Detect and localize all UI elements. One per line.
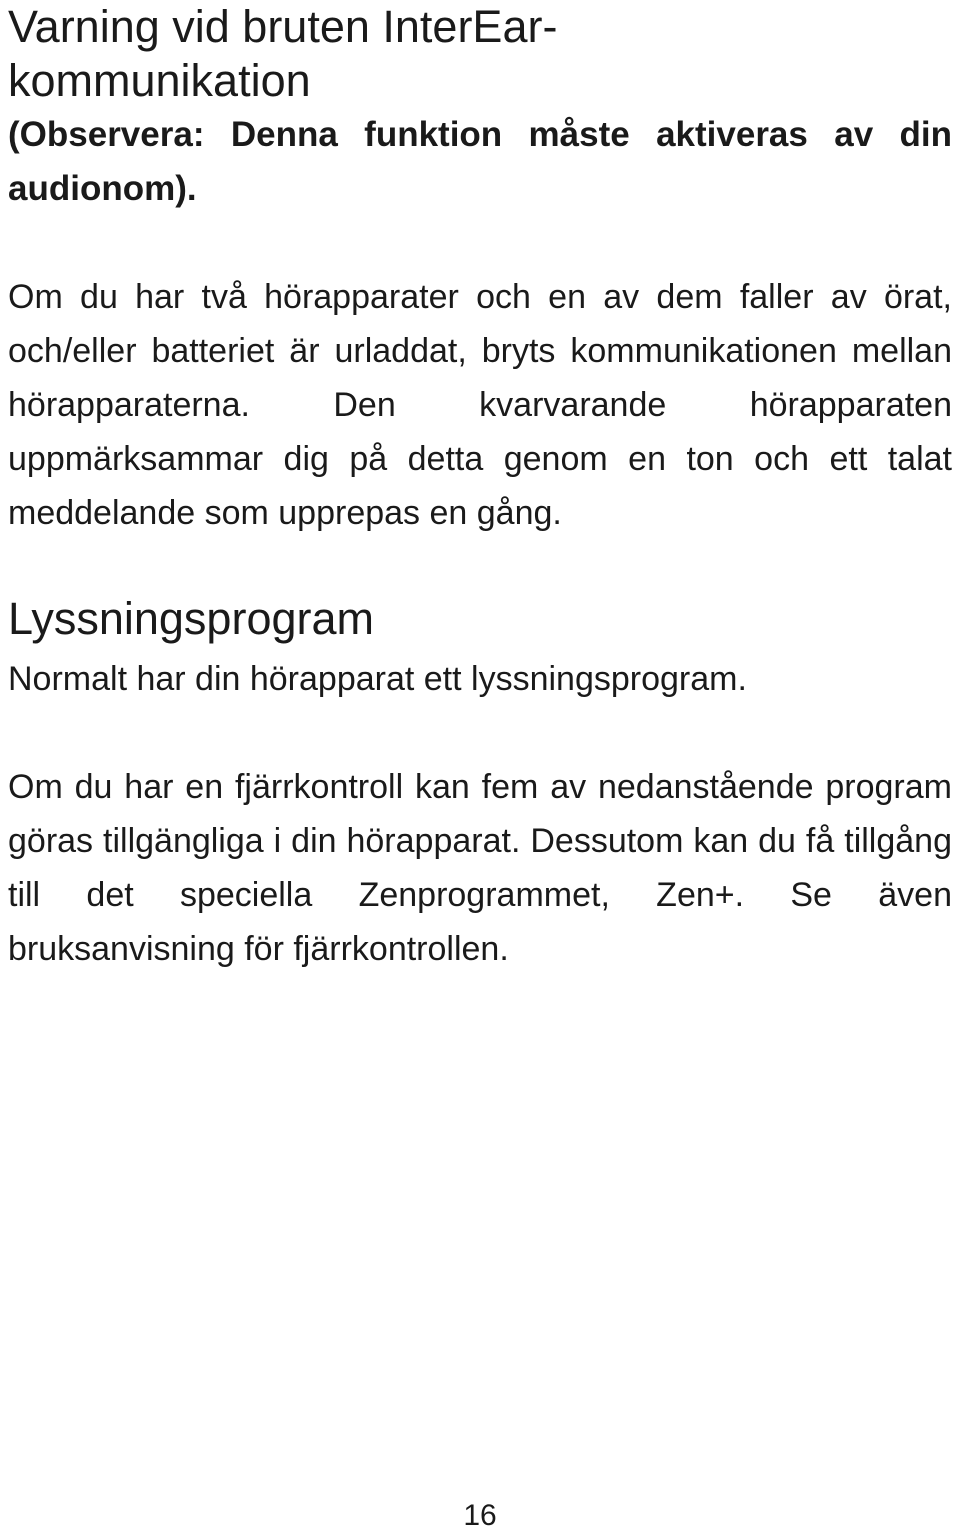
- remote-control-paragraph: Om du har en fjärrkontroll kan fem av nedanstående program göras tillgängliga i din hörapparat. Dessutom kan du få tillgång till det speciella Zenprogrammet, Zen+. Se även bruksanvisning för fjärrkontrollen.: [8, 768, 952, 968]
- page-number: 16: [463, 1499, 497, 1532]
- interear-activation-note: (Observera: Denna funktion måste aktiveras av din audionom).: [8, 115, 952, 208]
- listening-program-intro: Normalt har din hörapparat ett lyssningsprogram.: [8, 660, 747, 698]
- listening-program-heading: Lyssningsprogram: [8, 593, 374, 644]
- interear-warning-heading: Varning vid bruten InterEar-kommunikation: [8, 1, 558, 106]
- interear-warning-paragraph: Om du har två hörapparater och en av dem faller av örat, och/eller batteriet är urladdat, bryts kommunikationen mellan hörapparaterna. Den kvarvarande hörapparaten uppmärksammar dig på detta genom en ton och ett talat meddelande som upprepas en gång.: [8, 278, 952, 532]
